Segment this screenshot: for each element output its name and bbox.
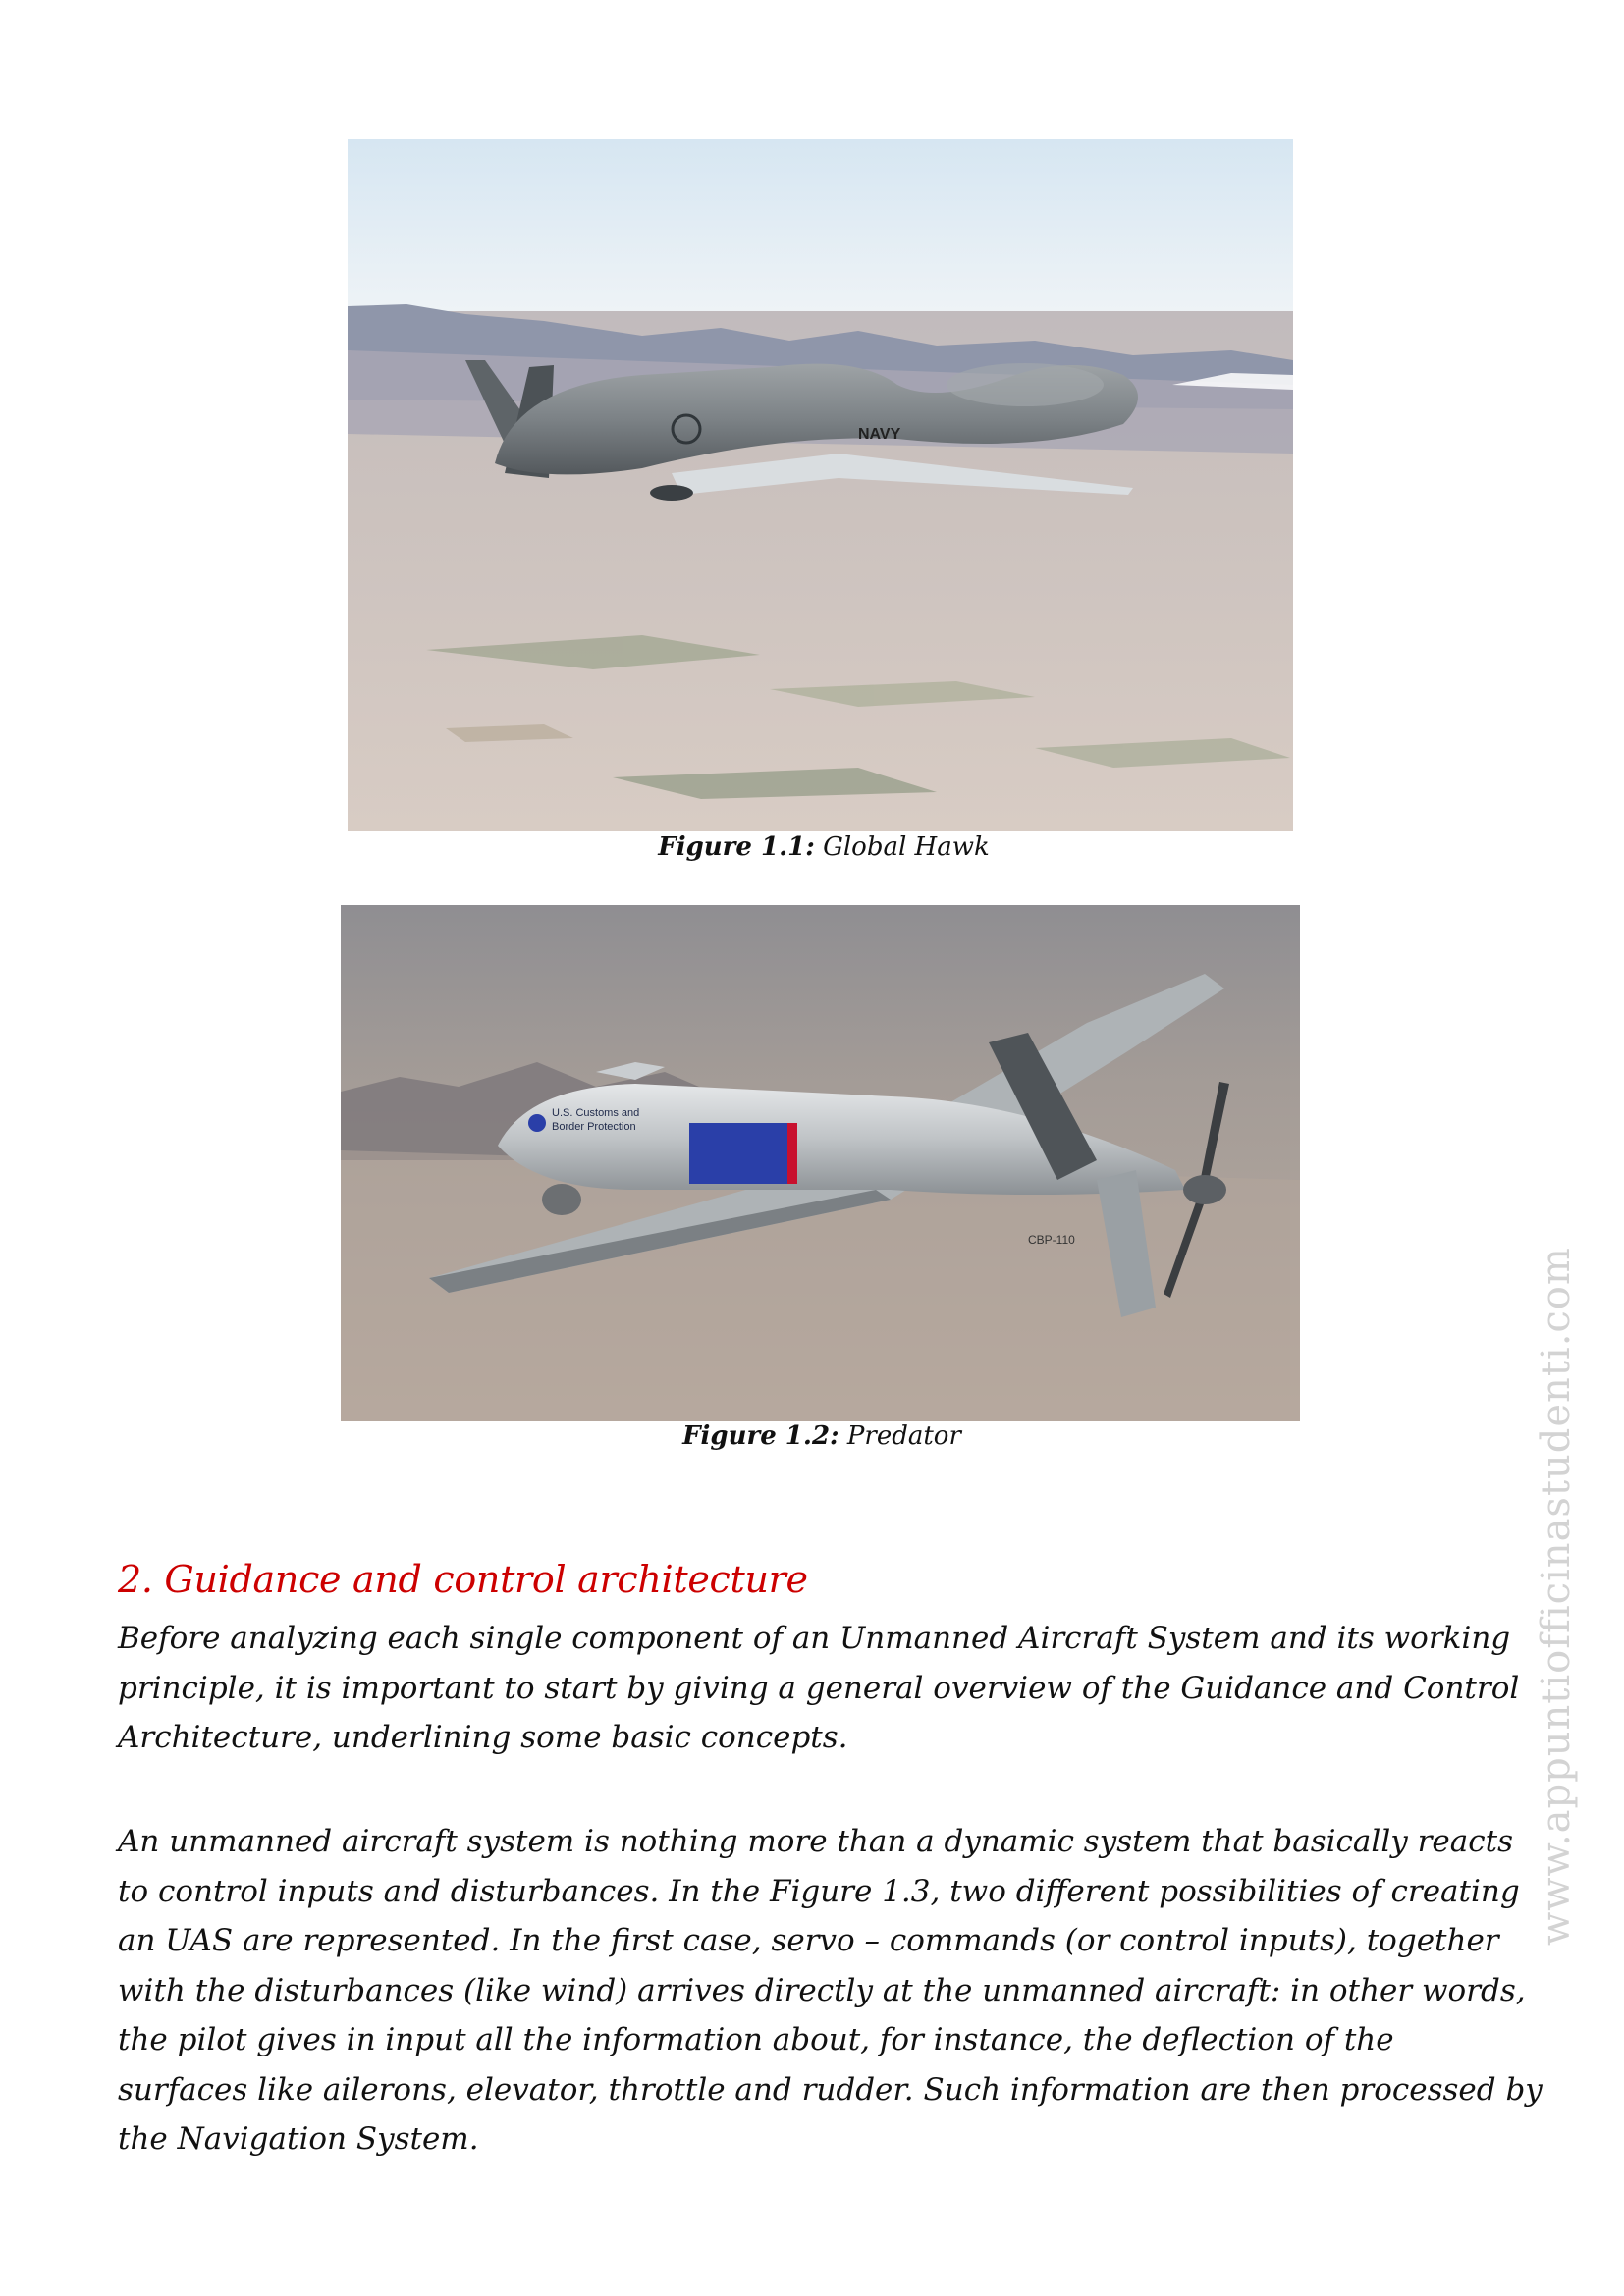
text-line: principle, it is important to start by giving a general overview of the Guidance and Control <box>118 1670 1520 1706</box>
navy-marking: NAVY <box>858 426 901 443</box>
text-line: to control inputs and disturbances. In the Figure 1.3, two different possibilities of creating <box>118 1873 1520 1909</box>
text-line: the Navigation System. <box>118 2121 479 2157</box>
predator-illustration <box>341 905 1300 1421</box>
figure-1-1-label: Figure 1.1: <box>658 832 815 862</box>
text-line: Before analyzing each single component of an Unmanned Aircraft System and its working <box>118 1621 1511 1656</box>
text-line: with the disturbances (like wind) arrives directly at the unmanned aircraft: in other words, <box>118 1972 1526 2008</box>
watermark-url: www.appuntiofficinastudenti.com <box>1534 1247 1579 1946</box>
figure-1-1-caption <box>12 832 1624 862</box>
section-heading: 2. Guidance and control architecture <box>118 1558 808 1601</box>
paragraph-overview <box>118 1614 1532 1763</box>
customs-marking-line1: U.S. Customs and <box>552 1107 640 1119</box>
text-line: the pilot gives in input all the information about, for instance, the deflection of the <box>118 2022 1394 2057</box>
text-line: surfaces like ailerons, elevator, throttle and rudder. Such information are then processed by <box>118 2071 1543 2108</box>
tail-number-marking: CBP-110 <box>1028 1233 1075 1247</box>
global-hawk-photo <box>348 139 1293 831</box>
text-line: An unmanned aircraft system is nothing more than a dynamic system that basically reacts <box>118 1824 1513 1859</box>
predator-photo <box>341 905 1300 1421</box>
figure-1-2-caption <box>10 1421 1624 1451</box>
text-line: Architecture, underlining some basic concepts. <box>118 1720 848 1755</box>
text-line: an UAS are represented. In the first case, servo – commands (or control inputs), together <box>118 1923 1499 1958</box>
figure-1-2-title: Predator <box>846 1421 961 1451</box>
global-hawk-illustration <box>348 139 1293 831</box>
figure-1-2-label: Figure 1.2: <box>682 1421 839 1451</box>
figure-1-1-title: Global Hawk <box>823 832 990 862</box>
paragraph-uas-description <box>118 1817 1543 2164</box>
customs-marking-line2: Border Protection <box>552 1121 636 1133</box>
